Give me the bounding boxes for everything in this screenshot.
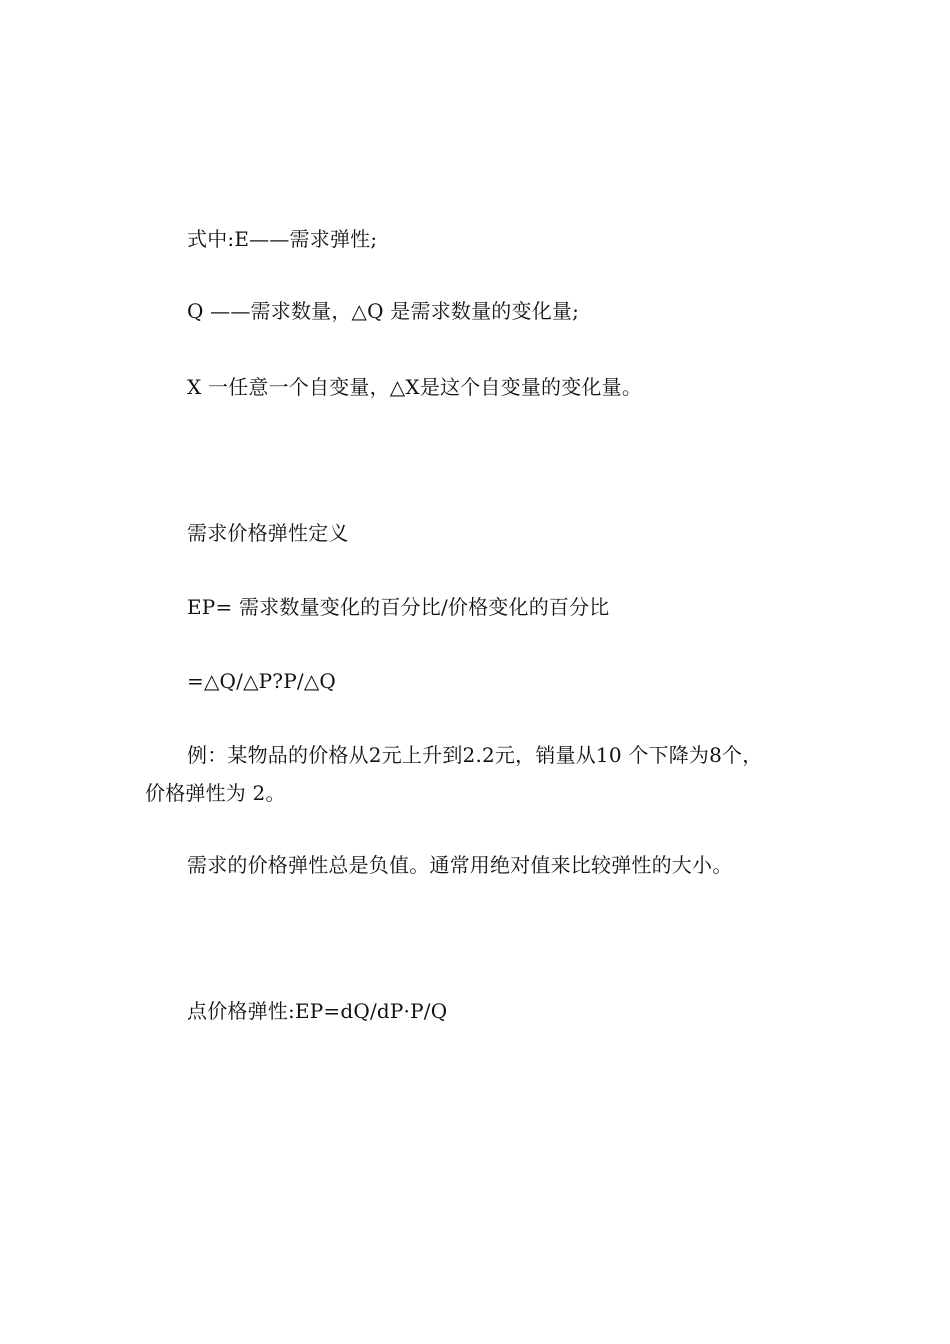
section-heading: 需求价格弹性定义 (187, 521, 349, 545)
example-paragraph-line-2: 价格弹性为 2。 (145, 781, 286, 805)
formula-legend-q: Q ——需求数量，△Q 是需求数量的变化量; (187, 299, 580, 323)
formula-legend-x: X 一任意一个自变量，△X是这个自变量的变化量。 (187, 375, 643, 399)
definition-formula-expanded: =△Q/△P?P/△Q (187, 669, 337, 693)
example-paragraph-line-1: 例：某物品的价格从2元上升到2.2元，销量从10 个下降为8个， (187, 743, 763, 767)
formula-legend-e: 式中:E——需求弹性; (187, 227, 378, 251)
note-paragraph: 需求的价格弹性总是负值。通常用绝对值来比较弹性的大小。 (187, 853, 733, 877)
point-elasticity-formula: 点价格弹性:EP=dQ/dP·P/Q (187, 999, 448, 1023)
definition-formula: EP= 需求数量变化的百分比/价格变化的百分比 (187, 595, 610, 619)
